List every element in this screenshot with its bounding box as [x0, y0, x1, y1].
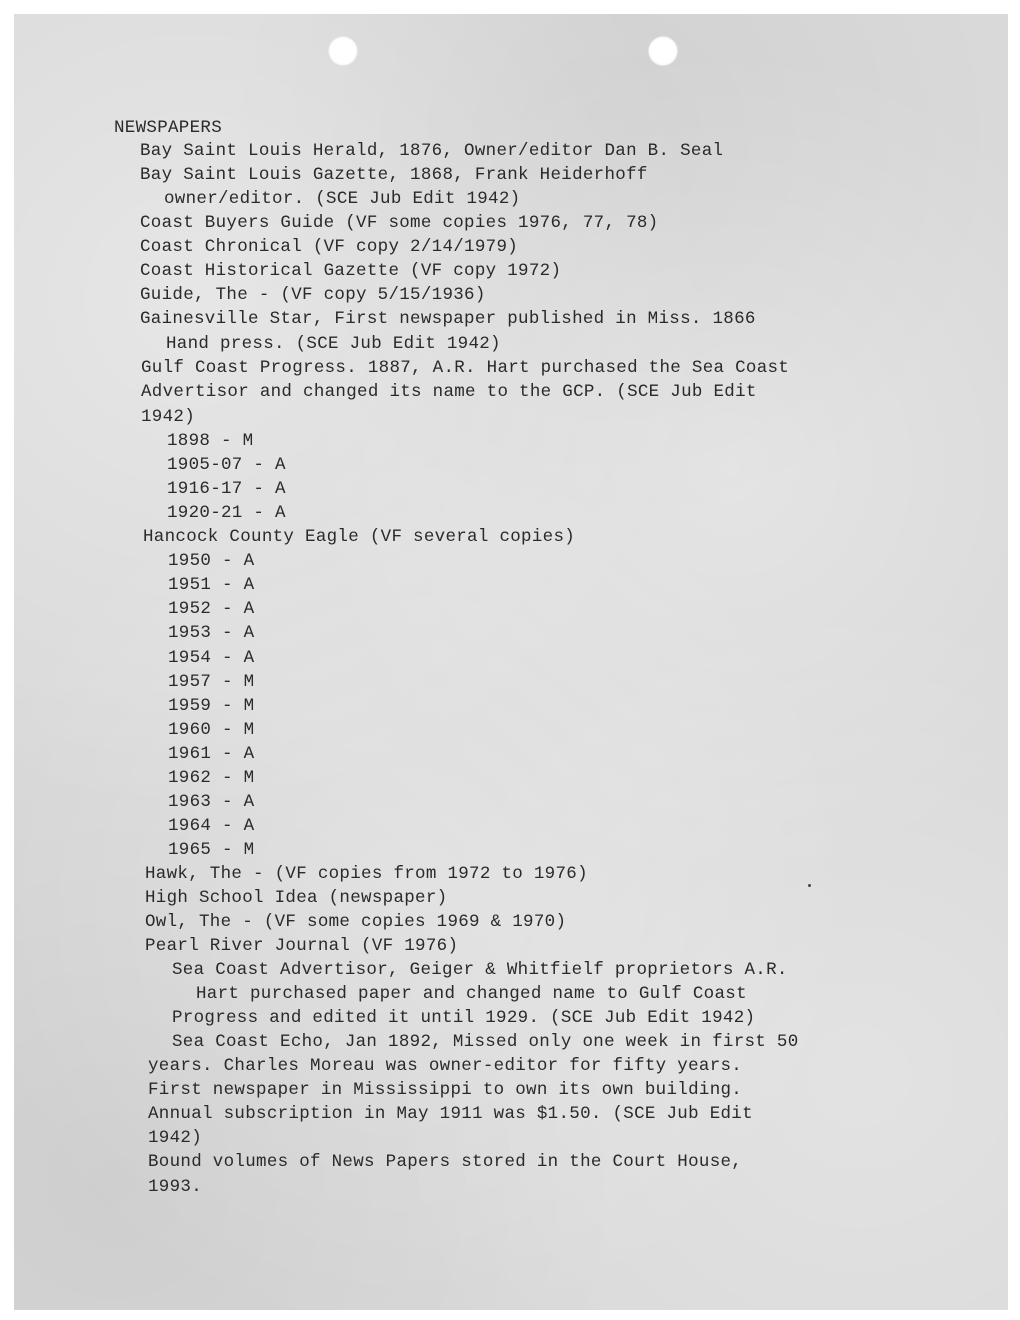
text-line: Hancock County Eagle (VF several copies) — [143, 527, 576, 547]
text-line: 1961 - A — [168, 744, 255, 764]
text-line: Hand press. (SCE Jub Edit 1942) — [166, 334, 501, 354]
text-line: Hawk, The - (VF copies from 1972 to 1976) — [145, 864, 588, 884]
text-line: Hart purchased paper and changed name to Gulf Coast — [196, 984, 747, 1004]
text-line: 1964 - A — [168, 816, 255, 836]
text-line: 1951 - A — [168, 575, 255, 595]
paper-speck — [808, 884, 811, 887]
text-line: Pearl River Journal (VF 1976) — [145, 936, 459, 956]
text-line: Bound volumes of News Papers stored in the Court House, — [148, 1152, 743, 1172]
text-line: 1950 - A — [168, 551, 255, 571]
text-line: Advertisor and changed its name to the GCP. (SCE Jub Edit — [141, 382, 757, 402]
text-line: 1962 - M — [168, 768, 255, 788]
text-line: Bay Saint Louis Herald, 1876, Owner/editor Dan B. Seal — [140, 141, 724, 161]
text-line: Owl, The - (VF some copies 1969 & 1970) — [145, 912, 567, 932]
text-line: Annual subscription in May 1911 was $1.50. (SCE Jub Edit — [148, 1104, 753, 1124]
text-line: 1965 - M — [168, 840, 255, 860]
text-line: 1993. — [148, 1177, 203, 1197]
text-line: 1963 - A — [168, 792, 255, 812]
text-line: 1953 - A — [168, 623, 255, 643]
text-line: First newspaper in Mississippi to own its own building. — [148, 1080, 743, 1100]
text-line: 1905-07 - A — [167, 455, 286, 475]
text-line: 1920-21 - A — [167, 503, 286, 523]
text-line: 1916-17 - A — [167, 479, 286, 499]
text-line: owner/editor. (SCE Jub Edit 1942) — [164, 189, 521, 209]
text-line: Bay Saint Louis Gazette, 1868, Frank Heiderhoff — [140, 165, 648, 185]
text-line: Progress and edited it until 1929. (SCE Jub Edit 1942) — [172, 1008, 756, 1028]
text-line: High School Idea (newspaper) — [145, 888, 448, 908]
text-line: 1952 - A — [168, 599, 255, 619]
text-line: 1954 - A — [168, 648, 255, 668]
text-line: 1898 - M — [167, 431, 254, 451]
text-line: 1942) — [141, 407, 196, 427]
text-line: Gulf Coast Progress. 1887, A.R. Hart purchased the Sea Coast — [141, 358, 790, 378]
text-line: Coast Historical Gazette (VF copy 1972) — [140, 261, 562, 281]
text-line: Coast Buyers Guide (VF some copies 1976, 77, 78) — [140, 213, 659, 233]
text-line: 1959 - M — [168, 696, 255, 716]
text-line: 1942) — [148, 1128, 203, 1148]
text-line: Sea Coast Advertisor, Geiger & Whitfielf proprietors A.R. — [172, 960, 788, 980]
text-line: Guide, The - (VF copy 5/15/1936) — [140, 285, 486, 305]
text-line: Coast Chronical (VF copy 2/14/1979) — [140, 237, 519, 257]
text-line: Sea Coast Echo, Jan 1892, Missed only one week in first 50 — [172, 1032, 799, 1052]
text-line: years. Charles Moreau was owner-editor for fifty years. — [148, 1056, 743, 1076]
text-line: 1957 - M — [168, 672, 255, 692]
text-line: 1960 - M — [168, 720, 255, 740]
text-line: Gainesville Star, First newspaper published in Miss. 1866 — [140, 309, 756, 329]
page-heading: NEWSPAPERS — [114, 118, 223, 138]
